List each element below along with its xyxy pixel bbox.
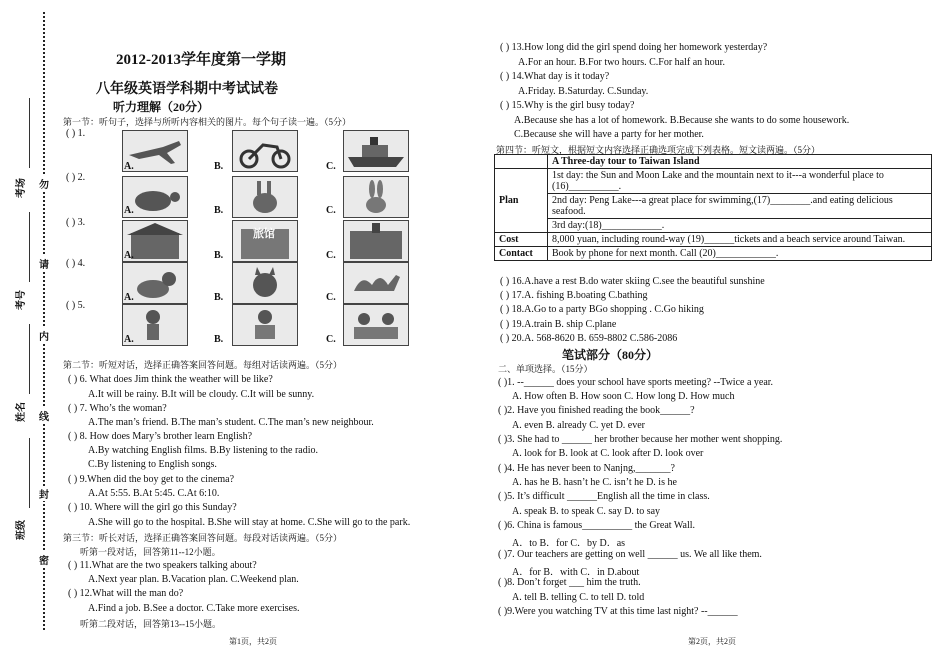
binding-gutter	[0, 0, 60, 671]
cost-value: 8,000 yuan, including round-way (19)______tickets and a beach service around Taiwan.	[548, 233, 932, 247]
answer-options: C.By listening to English songs.	[88, 459, 217, 470]
question-line: ( ) 13.How long did the girl spend doing her homework yesterday?	[500, 42, 768, 53]
part4-instruction: 第四节：听短文，根据短文内容选择正确选项完成下列表格。短文读两遍。（5分）	[496, 145, 821, 155]
exam-subtitle: 八年级英语学科期中考试试卷	[96, 82, 278, 97]
seal-char: 封	[37, 486, 51, 501]
question-number: ( ) 1.	[66, 128, 86, 139]
answer-options: A. even B. already C. yet D. ever	[512, 420, 646, 431]
table-corner	[495, 155, 548, 169]
kitten-picture	[232, 262, 298, 304]
question-number: ( ) 3.	[66, 217, 86, 228]
question-line: ( )9.Were you watching TV at this time last night? --______	[498, 606, 738, 617]
question-line: ( ) 12.What will the man do?	[68, 588, 184, 599]
question-line: ( ) 11.What are the two speakers talking about?	[68, 560, 257, 571]
option-letter: A.	[124, 205, 134, 216]
answer-options: A.The man’s friend. B.The man’s student. C.The man’s new neighbour.	[88, 417, 374, 428]
contact-label: Contact	[495, 247, 548, 261]
question-line: ( )2. Have you finished reading the book______?	[498, 405, 695, 416]
question-line: ( )1. --______ does your school have sports meeting? --Twice a year.	[498, 377, 774, 388]
page-footer: 第1页，共2页	[229, 637, 277, 646]
question-line: ( )6. China is famous__________ the Great Wall.	[498, 520, 696, 531]
class-blank[interactable]	[29, 438, 30, 508]
motorbike-picture	[232, 130, 298, 172]
option-letter: C.	[326, 292, 336, 303]
option-letter: A.	[124, 250, 134, 261]
answer-options: A. has he B. hasn’t he C. isn’t he D. is he	[512, 477, 677, 488]
question-line: ( ) 18.A.Go to a party BGo shopping . C.Go hiking	[500, 304, 704, 315]
question-line: ( ) 9.When did the boy get to the cinema?	[68, 474, 235, 485]
dialogue-note: 听第一段对话，回答第11--12小题。	[80, 547, 221, 557]
plan-day1: 1st day: the Sun and Moon Lake and the mountain next to it---a wonderful place to (16)__________.	[548, 169, 932, 194]
question-line: ( ) 7. Who’s the woman?	[68, 403, 167, 414]
answer-options: A.At 5:55. B.At 5:45. C.At 6:10.	[88, 488, 220, 499]
answer-options: A．for B．with C．in D.about	[512, 567, 640, 578]
option-letter: C.	[326, 161, 336, 172]
option-letter: A.	[124, 292, 134, 303]
option-letter: C.	[326, 250, 336, 261]
answer-options: A.Find a job. B.See a doctor. C.Take more exercises.	[88, 603, 300, 614]
answer-options: A.She will go to the hospital. B.She will stay at home. C.She will go to the park.	[88, 517, 411, 528]
cost-label: Cost	[495, 233, 548, 247]
seal-dotted-line	[43, 12, 45, 630]
question-line: ( ) 15.Why is the girl busy today?	[500, 100, 635, 111]
people-activity-picture	[343, 304, 409, 346]
option-letter: A.	[124, 161, 134, 172]
question-number: ( ) 2.	[66, 172, 86, 183]
question-line: ( )5. It’s difficult ______English all the time in class.	[498, 491, 710, 502]
answer-options: A.It will be rainy. B.It will be cloudy. C.It will be sunny.	[88, 389, 315, 400]
option-letter: B.	[214, 205, 224, 216]
part1-instruction: 第一节：听句子，选择与所听内容相关的图片。每个句子读一遍。（5分）	[63, 117, 352, 127]
answer-options: A.Next year plan. B.Vacation plan. C.Weekend plan.	[88, 574, 299, 585]
exam-room-blank[interactable]	[29, 98, 30, 168]
question-number: ( ) 5.	[66, 300, 86, 311]
hotel-sign: 旅馆	[253, 228, 275, 240]
answer-options: A.By watching English films. B.By listening to the radio.	[88, 445, 318, 456]
answer-options: A.Friday. B.Saturday. C.Sunday.	[518, 86, 649, 97]
question-line: ( ) 6. What does Jim think the weather will be like?	[68, 374, 273, 385]
question-line: ( )3. She had to ______ her brother because her mother went shopping.	[498, 434, 783, 445]
tour-table	[494, 154, 932, 261]
answer-options: A. How often B. How soon C. How long D. How much	[512, 391, 735, 402]
exam-title: 2012-2013学年度第一学期	[116, 52, 286, 68]
answer-options: A. tell B. telling C. to tell D. told	[512, 592, 645, 603]
table-heading: A Three-day tour to Taiwan Island	[548, 155, 932, 169]
rabbit-picture	[232, 176, 298, 218]
ship-picture	[343, 130, 409, 172]
seal-char: 线	[37, 408, 51, 423]
answer-options: A. speak B. to speak C. say D. to say	[512, 506, 661, 517]
question-line: ( ) 10. Where will the girl go this Sunday?	[68, 502, 237, 513]
option-letter: B.	[214, 334, 224, 345]
question-line: ( ) 14.What day is it today?	[500, 71, 610, 82]
seal-char: 密	[37, 552, 51, 567]
bunny-picture	[343, 176, 409, 218]
question-line: ( ) 19.A.train B. ship C.plane	[500, 319, 617, 330]
question-line: ( ) 20.A. 568-8620 B. 659-8802 C.586-2086	[500, 333, 678, 344]
hotel-picture	[232, 220, 298, 262]
part3-instruction: 第三节：听长对话，选择正确答案回答问题。每段对话读两遍。（5分）	[63, 533, 343, 543]
question-line: ( )8. Don’t forget ___ him the truth.	[498, 577, 641, 588]
listening-section-title: 听力理解（20分）	[113, 100, 210, 114]
question-line: ( )4. He has never been to Nanjng,_______?	[498, 463, 675, 474]
answer-options: A. look for B. look at C. look after D. look over	[512, 448, 704, 459]
class-label: 班级	[16, 520, 27, 540]
part2-instruction: 第二节：听短对话，选择正确答案回答问题。每组对话读两遍。（5分）	[63, 360, 343, 370]
exam-number-blank[interactable]	[29, 212, 30, 282]
page-footer: 第2页，共2页	[688, 637, 736, 646]
question-line: ( ) 17.A. fishing B.boating C.bathing	[500, 290, 648, 301]
answer-options: A.Because she has a lot of homework. B.Because she wants to do some housework.	[514, 115, 850, 126]
plan-day3: 3rd day:(18)____________.	[548, 219, 932, 233]
question-line: ( )7. Our teachers are getting on well ______ us. We all like them.	[498, 549, 762, 560]
option-letter: B.	[214, 161, 224, 172]
option-letter: A.	[124, 334, 134, 345]
answer-options: C.Because she will have a party for her mother.	[514, 129, 704, 140]
camel-picture	[343, 262, 409, 304]
answer-options: A.For an hour. B.For two hours. C.For half an hour.	[518, 57, 725, 68]
exam-number-label: 考号	[16, 290, 27, 310]
seal-char: 内	[37, 328, 51, 343]
question-number: ( ) 4.	[66, 258, 86, 269]
option-letter: C.	[326, 205, 336, 216]
dialogue-note: 听第二段对话，回答第13--15小题。	[80, 619, 221, 629]
seal-char: 勿	[37, 176, 51, 191]
contact-value: Book by phone for next month. Call (20)____________.	[548, 247, 932, 261]
hospital-picture	[343, 220, 409, 262]
question-line: ( ) 16.A.have a rest B.do water skiing C.see the beautiful sunshine	[500, 276, 765, 287]
single-choice-title: 二、单项选择。（15分）	[498, 364, 593, 374]
exam-room-label: 考场	[16, 178, 27, 198]
seal-char: 请	[37, 256, 51, 271]
girl-reading-picture	[232, 304, 298, 346]
question-line: ( ) 8. How does Mary’s brother learn English?	[68, 431, 253, 442]
option-letter: B.	[214, 250, 224, 261]
option-letter: B.	[214, 292, 224, 303]
name-label: 姓名	[16, 402, 27, 422]
name-blank[interactable]	[29, 324, 30, 394]
written-section-title: 笔试部分（80分）	[562, 348, 659, 362]
option-letter: C.	[326, 334, 336, 345]
plan-day2: 2nd day: Peng Lake---a great place for swimming,(17)________.and eating delicious seafood.	[548, 194, 932, 219]
answer-options: A．to B．for C．by D．as	[512, 538, 626, 549]
plan-label: Plan	[495, 169, 548, 233]
